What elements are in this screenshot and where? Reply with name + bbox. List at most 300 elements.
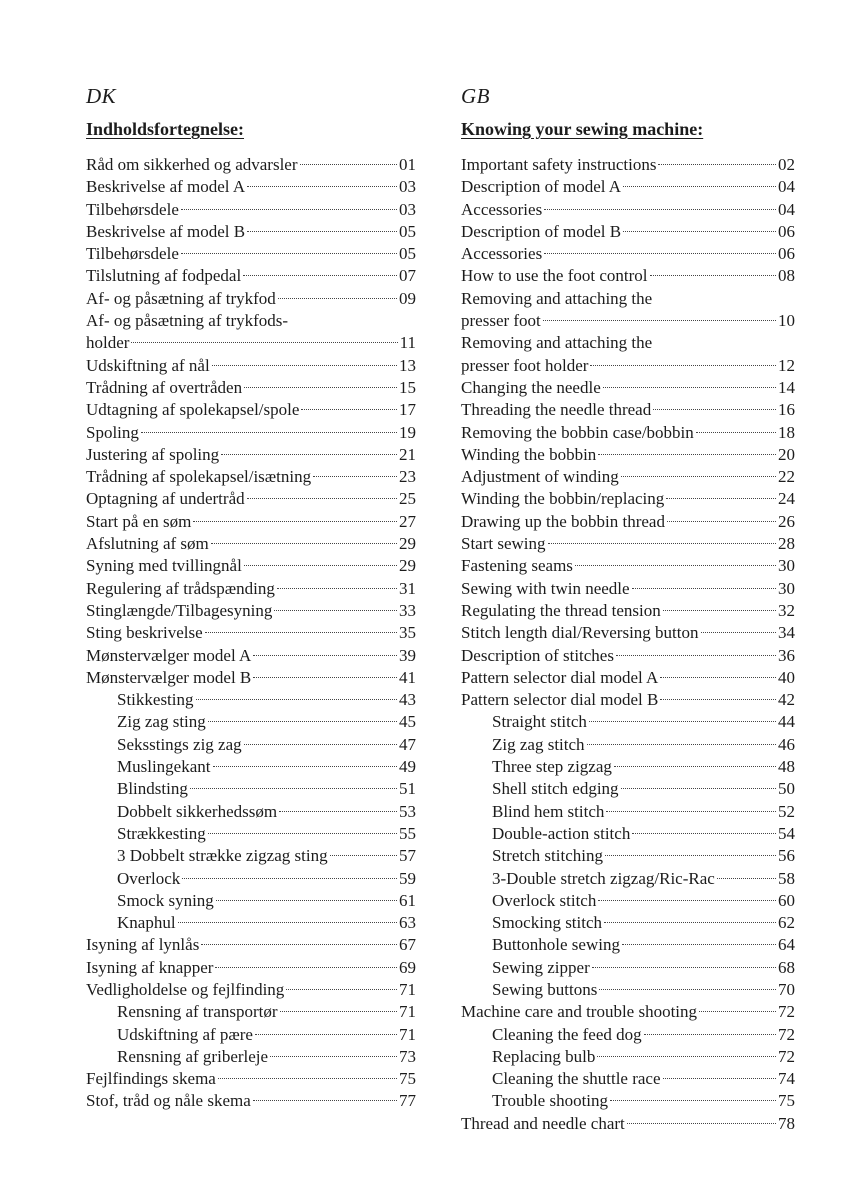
toc-entry xyxy=(86,511,416,533)
dot-leader xyxy=(696,432,776,433)
dot-leader xyxy=(255,1034,397,1035)
toc-entry xyxy=(86,934,416,956)
toc-entry-page: 47 xyxy=(399,734,416,754)
toc-entry xyxy=(461,288,795,310)
toc-entry xyxy=(86,199,416,221)
toc-entry-title: Start på en søm xyxy=(86,511,192,531)
toc-entry xyxy=(461,310,795,332)
toc-entry-title: Af- og påsætning af trykfod xyxy=(86,288,276,308)
toc-entry-title: Beskrivelse af model B xyxy=(86,221,246,241)
toc-entry-title: Mønstervælger model B xyxy=(86,667,252,687)
dot-leader xyxy=(244,744,397,745)
toc-entry-page: 40 xyxy=(778,667,795,687)
dot-leader xyxy=(622,944,776,945)
dot-leader xyxy=(650,275,777,276)
toc-entry-title: Stitch length dial/Reversing button xyxy=(461,623,699,643)
toc-entry xyxy=(461,444,795,466)
dot-leader xyxy=(274,610,397,611)
toc-entry-title: Blind hem stitch xyxy=(492,801,605,821)
toc-entry-title: Buttonhole sewing xyxy=(492,935,620,955)
toc-entry xyxy=(461,154,795,176)
toc-entry-page: 12 xyxy=(778,355,795,375)
toc-entry-title: Dobbelt sikkerhedssøm xyxy=(117,801,278,821)
toc-entry-page: 50 xyxy=(778,779,795,799)
toc-entry xyxy=(461,176,795,198)
danish-column xyxy=(86,84,416,1113)
toc-entry xyxy=(461,332,795,354)
toc-entry-page: 70 xyxy=(778,979,795,999)
toc-entry-page: 29 xyxy=(399,556,416,576)
toc-entry-page: 31 xyxy=(399,578,416,598)
dot-leader xyxy=(589,721,776,722)
dot-leader xyxy=(544,209,776,210)
dot-leader xyxy=(141,432,397,433)
toc-entry xyxy=(86,332,416,354)
dot-leader xyxy=(598,900,776,901)
toc-entry-title: Removing the bobbin case/bobbin xyxy=(461,422,694,442)
toc-entry xyxy=(86,154,416,176)
toc-entry-title: Drawing up the bobbin thread xyxy=(461,511,665,531)
toc-entry-title: Overlock xyxy=(117,868,181,888)
dot-leader xyxy=(599,989,776,990)
toc-entry xyxy=(86,221,416,243)
toc-entry-title: Start sewing xyxy=(461,534,546,554)
dot-leader xyxy=(663,610,776,611)
dot-leader xyxy=(253,1100,397,1101)
toc-entry-title: 3-Double stretch zigzag/Ric-Rac xyxy=(492,868,715,888)
dot-leader xyxy=(270,1056,397,1057)
dot-leader xyxy=(644,1034,776,1035)
toc-entry xyxy=(461,645,795,667)
toc-entry xyxy=(86,578,416,600)
toc-entry-page: 20 xyxy=(778,444,795,464)
toc-entry-page: 74 xyxy=(778,1069,795,1089)
toc-entry-title: Blindsting xyxy=(117,779,188,799)
toc-entry xyxy=(461,778,795,800)
dot-leader xyxy=(208,721,397,722)
toc-entry-title: Stikkesting xyxy=(117,690,194,710)
toc-entry-title: presser foot xyxy=(461,311,541,331)
toc-entry xyxy=(86,422,416,444)
toc-entry-title: Sewing zipper xyxy=(492,957,590,977)
toc-entry-title: Important safety instructions xyxy=(461,155,657,174)
toc-entry-title: Description of stitches xyxy=(461,645,614,665)
toc-entry xyxy=(461,622,795,644)
english-column xyxy=(461,84,795,1135)
dot-leader xyxy=(614,766,776,767)
toc-entry-title: Sewing with twin needle xyxy=(461,578,630,598)
toc-entry-title: Machine care and trouble shooting xyxy=(461,1002,698,1022)
toc-entry-title: Fejlfindings skema xyxy=(86,1069,216,1089)
toc-entry-title: Straight stitch xyxy=(492,712,587,732)
toc-entry xyxy=(86,979,416,1001)
language-label-dk: DK xyxy=(86,84,117,108)
toc-entry-page: 72 xyxy=(778,1002,795,1022)
toc-entry-title: Seksstings zig zag xyxy=(117,734,242,754)
toc-entry xyxy=(86,756,416,778)
dot-leader xyxy=(623,231,776,232)
toc-entry-page: 27 xyxy=(399,511,416,531)
dot-leader xyxy=(587,744,776,745)
toc-entry xyxy=(86,689,416,711)
toc-entry-page: 69 xyxy=(399,957,416,977)
toc-entry-page: 55 xyxy=(399,823,416,843)
toc-entry-page: 04 xyxy=(778,177,795,197)
toc-entry-page: 52 xyxy=(778,801,795,821)
toc-entry xyxy=(461,823,795,845)
toc-entry xyxy=(86,533,416,555)
toc-entry-page: 59 xyxy=(399,868,416,888)
toc-entry-page: 16 xyxy=(778,400,795,420)
toc-entry xyxy=(461,243,795,265)
dot-leader xyxy=(666,498,776,499)
toc-entry xyxy=(86,444,416,466)
toc-entry-page: 53 xyxy=(399,801,416,821)
toc-entry-title: Thread and needle chart xyxy=(461,1113,625,1133)
dot-leader xyxy=(597,1056,776,1057)
toc-entry-title: Sting beskrivelse xyxy=(86,623,203,643)
toc-entry-title: Zig zag sting xyxy=(117,712,206,732)
toc-entry-page: 10 xyxy=(778,311,795,331)
toc-entry xyxy=(86,265,416,287)
toc-entry-page: 32 xyxy=(778,600,795,620)
toc-entry-title: Double-action stitch xyxy=(492,823,631,843)
toc-entry-page: 35 xyxy=(399,623,416,643)
toc-entry-page: 63 xyxy=(399,913,416,933)
toc-entry-page: 36 xyxy=(778,645,795,665)
toc-entry-page: 25 xyxy=(399,489,416,509)
toc-entry-page: 64 xyxy=(778,935,795,955)
toc-entry-page: 05 xyxy=(399,221,416,241)
dot-leader xyxy=(193,521,397,522)
toc-list-gb xyxy=(461,154,795,1135)
toc-entry xyxy=(461,355,795,377)
dot-leader xyxy=(178,922,397,923)
dot-leader xyxy=(575,565,776,566)
toc-entry-page: 43 xyxy=(399,690,416,710)
toc-entry-page: 56 xyxy=(778,846,795,866)
toc-entry-title: Justering af spoling xyxy=(86,444,220,464)
dot-leader xyxy=(616,655,776,656)
dot-leader xyxy=(605,855,776,856)
dot-leader xyxy=(606,811,776,812)
dot-leader xyxy=(216,900,397,901)
dot-leader xyxy=(544,253,776,254)
toc-entry-title: Shell stitch edging xyxy=(492,779,619,799)
dot-leader xyxy=(215,967,397,968)
toc-entry xyxy=(86,288,416,310)
toc-entry-page: 21 xyxy=(399,444,416,464)
toc-entry-title: Winding the bobbin/replacing xyxy=(461,489,665,509)
toc-entry xyxy=(461,533,795,555)
dot-leader xyxy=(218,1078,397,1079)
toc-entry-page: 22 xyxy=(778,467,795,487)
dot-leader xyxy=(211,543,397,544)
toc-entry-page: 02 xyxy=(778,155,795,174)
toc-entry-title: Trouble shooting xyxy=(492,1091,609,1111)
toc-entry xyxy=(461,221,795,243)
toc-entry-page: 60 xyxy=(778,890,795,910)
dot-leader xyxy=(201,944,397,945)
toc-entry xyxy=(461,912,795,934)
toc-entry-page: 42 xyxy=(778,690,795,710)
toc-entry xyxy=(461,488,795,510)
toc-entry-page: 77 xyxy=(399,1091,416,1111)
toc-entry-title: Threading the needle thread xyxy=(461,400,652,420)
dot-leader xyxy=(598,454,776,455)
toc-entry-page: 30 xyxy=(778,556,795,576)
dot-leader xyxy=(330,855,397,856)
toc-entry-title: Tilslutning af fodpedal xyxy=(86,266,242,286)
dot-leader xyxy=(221,454,397,455)
toc-entry xyxy=(461,801,795,823)
toc-entry xyxy=(461,1090,795,1112)
toc-entry xyxy=(86,1090,416,1112)
toc-entry-title: Winding the bobbin xyxy=(461,444,597,464)
dot-leader xyxy=(301,409,397,410)
dot-leader xyxy=(131,342,397,343)
language-label-gb: GB xyxy=(461,84,490,108)
toc-entry-title: Mønstervælger model A xyxy=(86,645,252,665)
dot-leader xyxy=(247,186,397,187)
dot-leader xyxy=(658,164,776,165)
toc-entry-page: 01 xyxy=(399,155,416,174)
dot-leader xyxy=(181,253,397,254)
dot-leader xyxy=(632,833,776,834)
toc-entry xyxy=(86,868,416,890)
toc-entry-title: Udskiftning af pære xyxy=(117,1024,253,1044)
toc-entry-page: 03 xyxy=(399,199,416,219)
toc-entry-title: Råd om sikkerhed og advarsler xyxy=(86,155,298,174)
toc-entry-page: 78 xyxy=(778,1113,795,1133)
toc-entry-page: 39 xyxy=(399,645,416,665)
toc-entry xyxy=(86,667,416,689)
toc-entry-title: Description of model B xyxy=(461,221,622,241)
toc-entry-title: Optagning af undertråd xyxy=(86,489,245,509)
toc-entry-page: 15 xyxy=(399,377,416,397)
toc-entry-page: 19 xyxy=(399,422,416,442)
toc-entry xyxy=(86,912,416,934)
toc-entry-title: Removing and attaching the xyxy=(461,288,653,308)
toc-heading-gb: Knowing your sewing machine: xyxy=(461,119,704,139)
dot-leader xyxy=(667,521,776,522)
toc-entry-page: 75 xyxy=(399,1069,416,1089)
toc-entry xyxy=(86,957,416,979)
dot-leader xyxy=(286,989,397,990)
dot-leader xyxy=(621,476,776,477)
dot-leader xyxy=(279,811,397,812)
toc-entry-page: 07 xyxy=(399,266,416,286)
toc-entry xyxy=(461,711,795,733)
toc-entry-page: 72 xyxy=(778,1024,795,1044)
toc-entry-page: 41 xyxy=(399,667,416,687)
dot-leader xyxy=(300,164,398,165)
toc-entry-title: Isyning af knapper xyxy=(86,957,214,977)
toc-entry-title: Isyning af lynlås xyxy=(86,935,200,955)
toc-list-dk xyxy=(86,154,416,1113)
toc-entry-title: Pattern selector dial model B xyxy=(461,690,659,710)
dot-leader xyxy=(182,878,397,879)
toc-entry-page: 58 xyxy=(778,868,795,888)
toc-entry-page: 06 xyxy=(778,244,795,264)
dot-leader xyxy=(604,922,776,923)
dot-leader xyxy=(244,565,397,566)
toc-entry-title: Afslutning af søm xyxy=(86,534,209,554)
toc-entry xyxy=(461,689,795,711)
toc-entry-page: 71 xyxy=(399,1024,416,1044)
toc-entry-title: Replacing bulb xyxy=(492,1046,596,1066)
dot-leader xyxy=(190,788,397,789)
toc-entry xyxy=(86,622,416,644)
toc-entry xyxy=(86,555,416,577)
dot-leader xyxy=(603,387,776,388)
dot-leader xyxy=(663,1078,776,1079)
dot-leader xyxy=(205,632,397,633)
dot-leader xyxy=(280,1011,397,1012)
toc-entry xyxy=(461,979,795,1001)
dot-leader xyxy=(543,320,776,321)
dot-leader xyxy=(610,1100,776,1101)
toc-entry xyxy=(461,511,795,533)
toc-entry-title: Pattern selector dial model A xyxy=(461,667,659,687)
toc-entry-page: 49 xyxy=(399,757,416,777)
toc-entry-title: Accessories xyxy=(461,199,543,219)
toc-entry-title: Smocking stitch xyxy=(492,913,603,933)
toc-entry xyxy=(86,355,416,377)
toc-entry-title: presser foot holder xyxy=(461,355,589,375)
dot-leader xyxy=(208,833,397,834)
toc-entry-title: Changing the needle xyxy=(461,377,601,397)
toc-entry xyxy=(461,377,795,399)
dot-leader xyxy=(621,788,776,789)
dot-leader xyxy=(660,699,776,700)
toc-entry-title: Rensning af transportør xyxy=(117,1002,278,1022)
toc-entry-page: 57 xyxy=(399,846,416,866)
toc-entry-title: Rensning af griberleje xyxy=(117,1046,269,1066)
toc-entry xyxy=(86,1068,416,1090)
toc-entry xyxy=(86,711,416,733)
toc-entry-title: Knaphul xyxy=(117,913,176,933)
toc-entry xyxy=(461,555,795,577)
toc-entry-page: 68 xyxy=(778,957,795,977)
toc-entry xyxy=(86,243,416,265)
toc-entry-title: Tilbehørsdele xyxy=(86,244,179,264)
toc-entry-page: 14 xyxy=(778,377,795,397)
toc-entry xyxy=(86,466,416,488)
toc-entry-title: Strækkesting xyxy=(117,823,206,843)
toc-entry-title: Spoling xyxy=(86,422,139,442)
toc-entry xyxy=(461,422,795,444)
toc-entry xyxy=(86,1046,416,1068)
toc-entry-title: Adjustment of winding xyxy=(461,467,619,487)
toc-entry xyxy=(86,845,416,867)
toc-entry xyxy=(461,600,795,622)
toc-entry-title: Regulating the thread tension xyxy=(461,600,661,620)
toc-entry-title: 3 Dobbelt strække zigzag sting xyxy=(117,846,328,866)
toc-entry-title: Overlock stitch xyxy=(492,890,597,910)
toc-entry xyxy=(86,1024,416,1046)
toc-entry-page: 30 xyxy=(778,578,795,598)
toc-entry xyxy=(461,934,795,956)
toc-entry-page: 29 xyxy=(399,534,416,554)
toc-entry-page: 08 xyxy=(778,266,795,286)
dot-leader xyxy=(196,699,397,700)
toc-entry-page: 24 xyxy=(778,489,795,509)
toc-entry xyxy=(461,1024,795,1046)
toc-entry-title: Udskiftning af nål xyxy=(86,355,210,375)
toc-entry xyxy=(461,265,795,287)
toc-entry-page: 48 xyxy=(778,757,795,777)
dot-leader xyxy=(623,186,776,187)
toc-entry-title: Zig zag stitch xyxy=(492,734,585,754)
toc-entry xyxy=(461,578,795,600)
dot-leader xyxy=(181,209,397,210)
toc-entry-page: 26 xyxy=(778,511,795,531)
toc-entry xyxy=(461,1001,795,1023)
toc-entry-title: Muslingekant xyxy=(117,757,211,777)
toc-entry-page: 17 xyxy=(399,400,416,420)
toc-entry xyxy=(86,377,416,399)
dot-leader xyxy=(592,967,776,968)
toc-entry xyxy=(86,734,416,756)
toc-entry xyxy=(86,310,416,332)
toc-entry-page: 11 xyxy=(399,333,416,353)
toc-entry xyxy=(461,466,795,488)
dot-leader xyxy=(278,298,397,299)
toc-entry xyxy=(461,667,795,689)
toc-entry-page: 23 xyxy=(399,467,416,487)
toc-entry-title: Removing and attaching the xyxy=(461,333,653,353)
toc-entry-title: Regulering af trådspænding xyxy=(86,578,275,598)
toc-heading-dk: Indholdsfortegnelse: xyxy=(86,119,245,139)
toc-entry xyxy=(461,1068,795,1090)
toc-entry-page: 71 xyxy=(399,1002,416,1022)
toc-entry-page: 71 xyxy=(399,979,416,999)
dot-leader xyxy=(632,588,776,589)
toc-entry-title: holder xyxy=(86,333,130,353)
toc-entry xyxy=(86,890,416,912)
toc-entry xyxy=(461,734,795,756)
dot-leader xyxy=(313,476,397,477)
toc-entry-title: Fastening seams xyxy=(461,556,573,576)
toc-entry-title: Description of model A xyxy=(461,177,622,197)
toc-entry xyxy=(461,1113,795,1135)
dot-leader xyxy=(247,498,397,499)
toc-entry-page: 45 xyxy=(399,712,416,732)
toc-entry-page: 44 xyxy=(778,712,795,732)
toc-entry-page: 46 xyxy=(778,734,795,754)
toc-entry xyxy=(461,199,795,221)
toc-entry-page: 13 xyxy=(399,355,416,375)
toc-entry-page: 72 xyxy=(778,1046,795,1066)
dot-leader xyxy=(653,409,776,410)
toc-entry xyxy=(461,845,795,867)
dot-leader xyxy=(243,275,397,276)
toc-entry-page: 54 xyxy=(778,823,795,843)
toc-entry-title: Sewing buttons xyxy=(492,979,598,999)
toc-entry-title: Cleaning the feed dog xyxy=(492,1024,642,1044)
dot-leader xyxy=(701,632,776,633)
toc-entry-page: 67 xyxy=(399,935,416,955)
dot-leader xyxy=(212,365,397,366)
toc-entry xyxy=(86,823,416,845)
dot-leader xyxy=(213,766,398,767)
toc-entry-page: 75 xyxy=(778,1091,795,1111)
toc-entry-title: Trådning af overtråden xyxy=(86,377,243,397)
toc-entry xyxy=(461,756,795,778)
toc-entry-page: 73 xyxy=(399,1046,416,1066)
toc-entry-title: Three step zigzag xyxy=(492,757,612,777)
